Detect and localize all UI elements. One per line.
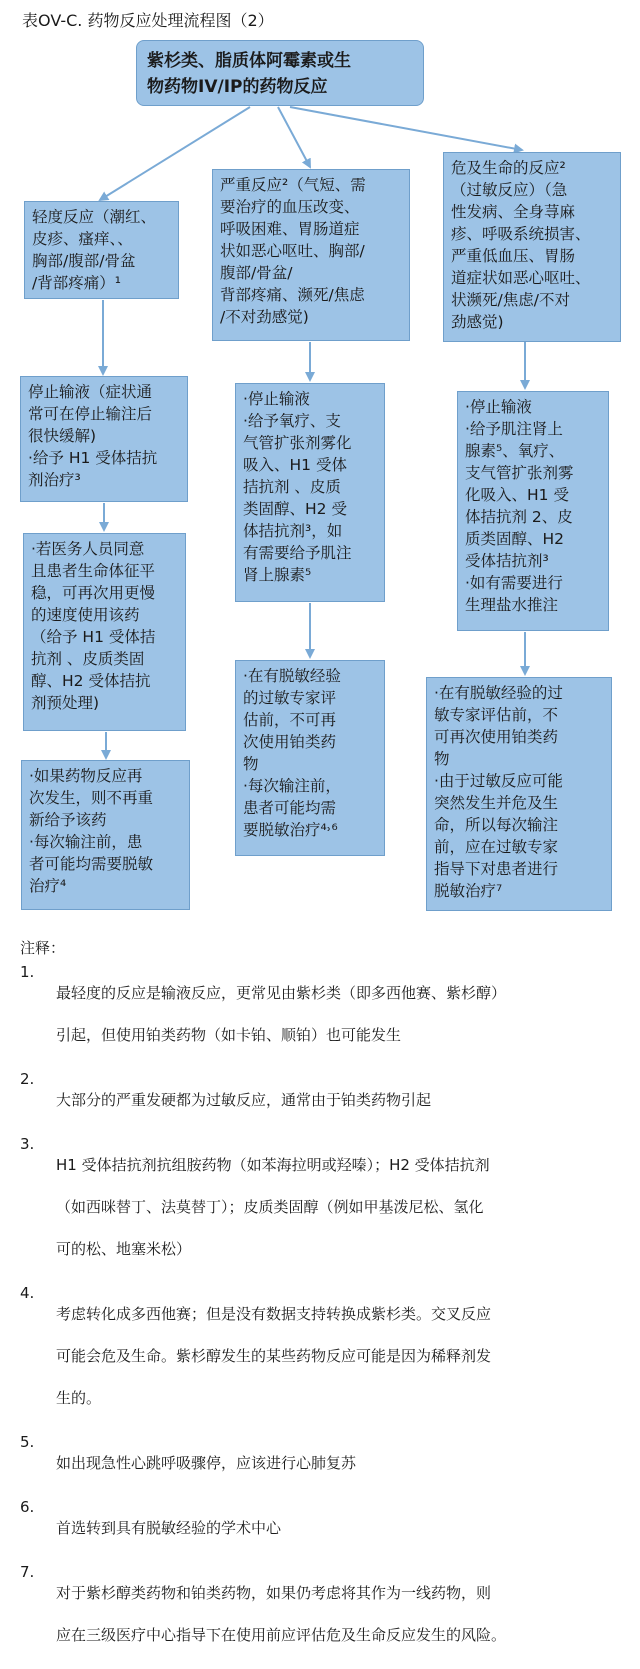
- box-line: 吸入、H1 受体: [243, 456, 347, 474]
- box-line: ·每次输注前，: [243, 777, 341, 795]
- box-line: ·如有需要进行: [465, 574, 563, 592]
- box-line: 状如恶心呕吐、胸部/: [220, 242, 365, 260]
- box-line: 患者可能均需: [243, 799, 337, 817]
- box-line: ·停止输液: [243, 390, 310, 408]
- box-line: 敏专家评估前，不: [434, 706, 559, 724]
- note-number: 5.: [20, 1433, 35, 1451]
- life-threatening-reaction-box: [443, 152, 621, 342]
- box-line: 背部疼痛、濒死/焦虑: [220, 286, 365, 304]
- box-line: 命，所以每次输注: [434, 816, 559, 834]
- box-line: ·由于过敏反应可能: [434, 772, 563, 790]
- note-item: [20, 1432, 620, 1495]
- top-box-line: 物药物IV/IP的药物反应: [147, 77, 328, 97]
- box-line: 类固醇、H2 受: [243, 500, 347, 518]
- box-line: 剂治疗³: [28, 471, 81, 489]
- mild-reaction-box: [24, 201, 179, 299]
- note-line: （如西咪替丁、法莫替丁）；皮质类固醇（例如甲基泼尼松、氢化: [56, 1198, 484, 1216]
- box-line: ·给予肌注肾上: [465, 420, 563, 438]
- mild-step3-box: [21, 760, 190, 910]
- box-line: ·给予 H1 受体拮抗: [28, 449, 158, 467]
- box-line: ·停止输液: [465, 398, 532, 416]
- note-item: [20, 962, 620, 1067]
- box-line: 可再次使用铂类药: [434, 728, 559, 746]
- note-number: 1.: [20, 963, 35, 981]
- box-line: 胸部/腹部/骨盆: [32, 252, 136, 270]
- box-line: 稳，可再次用更慢: [31, 584, 156, 602]
- box-line: 道症状如恶心呕吐、: [451, 269, 591, 287]
- mild-step2-box: [23, 533, 186, 731]
- note-line: 如出现急性心跳呼吸骤停，应该进行心肺复苏: [56, 1454, 357, 1472]
- box-line: 很快缓解): [28, 427, 97, 445]
- box-line: 支气管扩张剂雾: [465, 464, 574, 482]
- notes-section: [20, 938, 620, 1669]
- note-text: [56, 1562, 620, 1667]
- box-line: 指导下对患者进行: [434, 860, 559, 878]
- severe-step2-box: [235, 660, 385, 856]
- note-number: 2.: [20, 1070, 35, 1088]
- box-line: 质类固醇、H2: [465, 530, 565, 548]
- note-number: 7.: [20, 1563, 35, 1581]
- note-text: [56, 1283, 620, 1430]
- box-line: （过敏反应）（急: [451, 181, 568, 199]
- box-line: 的速度使用该药: [31, 606, 140, 624]
- note-line: 对于紫杉醇类药物和铂类药物，如果仍考虑将其作为一线药物，则: [56, 1584, 492, 1602]
- note-line: 首选转到具有脱敏经验的学术中心: [56, 1519, 282, 1537]
- box-line: 体拮抗剂 2、皮: [465, 508, 573, 526]
- note-text: [56, 1497, 620, 1560]
- box-line: 疹、呼吸系统损害、: [451, 225, 591, 243]
- box-line: 估前，不可再: [243, 711, 337, 729]
- box-line: ·如果药物反应再: [29, 767, 143, 785]
- note-line: 应在三级医疗中心指导下在使用前应评估危及生命反应发生的风险。: [56, 1626, 507, 1644]
- box-line: 肾上腺素⁵: [243, 566, 312, 584]
- box-line: 物: [434, 750, 450, 768]
- box-line: 劲感觉): [451, 313, 504, 331]
- box-line: /不对劲感觉): [220, 308, 309, 326]
- box-line: （给予 H1 受体拮: [31, 628, 156, 646]
- box-line: 有需要给予肌注: [243, 544, 352, 562]
- box-line: 物: [243, 755, 259, 773]
- box-line: ·在有脱敏经验: [243, 667, 341, 685]
- note-line: 最轻度的反应是输液反应，更常见由紫杉类（即多西他赛、紫杉醇）: [56, 984, 507, 1002]
- box-line: 的过敏专家评: [243, 689, 337, 707]
- note-line: H1 受体拮抗剂抗组胺药物（如苯海拉明或羟嗪）；H2 受体拮抗剂: [56, 1156, 490, 1174]
- box-line: 严重反应²（气短、需: [220, 176, 366, 194]
- arrow-top-to-severe: [278, 107, 310, 167]
- box-line: ·若医务人员同意: [31, 540, 145, 558]
- note-line: 考虑转化成多西他赛；但是没有数据支持转换成紫杉类。交叉反应: [56, 1305, 492, 1323]
- box-line: 要治疗的血压改变、: [220, 198, 360, 216]
- note-item: [20, 1497, 620, 1560]
- box-line: 脱敏治疗⁷: [434, 882, 503, 900]
- box-line: 皮疹、瘙痒、、: [32, 230, 133, 248]
- note-text: [56, 1134, 620, 1281]
- box-line: 受体拮抗剂³: [465, 552, 549, 570]
- life-threatening-step1-box: [457, 391, 609, 631]
- box-line: 次发生，则不再重: [29, 789, 154, 807]
- box-line: 体拮抗剂³，如: [243, 522, 343, 540]
- box-line: 停止输液（症状通: [28, 383, 153, 401]
- box-line: 常可在停止输注后: [28, 405, 153, 423]
- note-number: 4.: [20, 1284, 35, 1302]
- note-line: 可的松、地塞米松）: [56, 1240, 192, 1258]
- note-number: 6.: [20, 1498, 35, 1516]
- box-line: ·给予氧疗、支: [243, 412, 341, 430]
- note-text: [56, 1069, 620, 1132]
- box-line: 化吸入、H1 受: [465, 486, 569, 504]
- box-line: 次使用铂类药: [243, 733, 337, 751]
- box-line: 性发病、全身荨麻: [451, 203, 576, 221]
- box-line: 醇、H2 受体拮抗: [31, 672, 151, 690]
- box-line: 严重低血压、胃肠: [451, 247, 576, 265]
- drug-reaction-top-box: [136, 40, 424, 106]
- severe-reaction-box: [212, 169, 410, 341]
- note-number: 3.: [20, 1135, 35, 1153]
- note-line: 引起，但使用铂类药物（如卡铂、顺铂）也可能发生: [56, 1026, 402, 1044]
- box-line: 轻度反应（潮红、: [32, 208, 157, 226]
- box-line: 且患者生命体征平: [31, 562, 156, 580]
- note-line: 大部分的严重发硬都为过敏反应，通常由于铂类药物引起: [56, 1091, 432, 1109]
- box-line: 呼吸困难、胃肠道症: [220, 220, 360, 238]
- life-threatening-step2-box: [426, 677, 612, 911]
- box-line: 危及生命的反应²: [451, 159, 566, 177]
- box-line: 剂预处理): [31, 694, 100, 712]
- note-text: [56, 962, 620, 1067]
- box-line: 前，应在过敏专家: [434, 838, 559, 856]
- box-line: 者可能均需要脱敏: [29, 855, 154, 873]
- severe-step1-box: [235, 383, 385, 602]
- box-line: ·每次输注前，患: [29, 833, 143, 851]
- box-line: /背部疼痛）¹: [32, 274, 121, 292]
- note-item: [20, 1134, 620, 1281]
- notes-heading: 注释：: [20, 939, 66, 957]
- note-item: [20, 1283, 620, 1430]
- box-line: 腹部/骨盆/: [220, 264, 293, 282]
- mild-step1-box: [20, 376, 188, 502]
- page-title: 表OV-C. 药物反应处理流程图（2）: [22, 11, 274, 30]
- box-line: 新给予该药: [29, 811, 107, 829]
- box-line: 要脱敏治疗⁴˒⁶: [243, 821, 338, 839]
- arrow-top-to-life-threatening: [290, 107, 522, 150]
- box-line: 生理盐水推注: [465, 596, 559, 614]
- box-line: 治疗⁴: [29, 877, 67, 895]
- box-line: 拮抗剂 、皮质: [243, 478, 341, 496]
- box-line: 腺素⁵、氧疗、: [465, 442, 565, 460]
- note-line: 生的。: [56, 1389, 102, 1407]
- top-box-line: 紫杉类、脂质体阿霉素或生: [147, 51, 351, 71]
- box-line: 状濒死/焦虑/不对: [451, 291, 570, 309]
- note-item: [20, 1069, 620, 1132]
- note-line: 可能会危及生命。紫杉醇发生的某些药物反应可能是因为稀释剂发: [56, 1347, 492, 1365]
- box-line: 抗剂 、皮质类固: [31, 650, 145, 668]
- note-text: [56, 1432, 620, 1495]
- box-line: 突然发生并危及生: [434, 794, 559, 812]
- box-line: 气管扩张剂雾化: [243, 434, 352, 452]
- box-line: ·在有脱敏经验的过: [434, 684, 563, 702]
- note-item: [20, 1562, 620, 1667]
